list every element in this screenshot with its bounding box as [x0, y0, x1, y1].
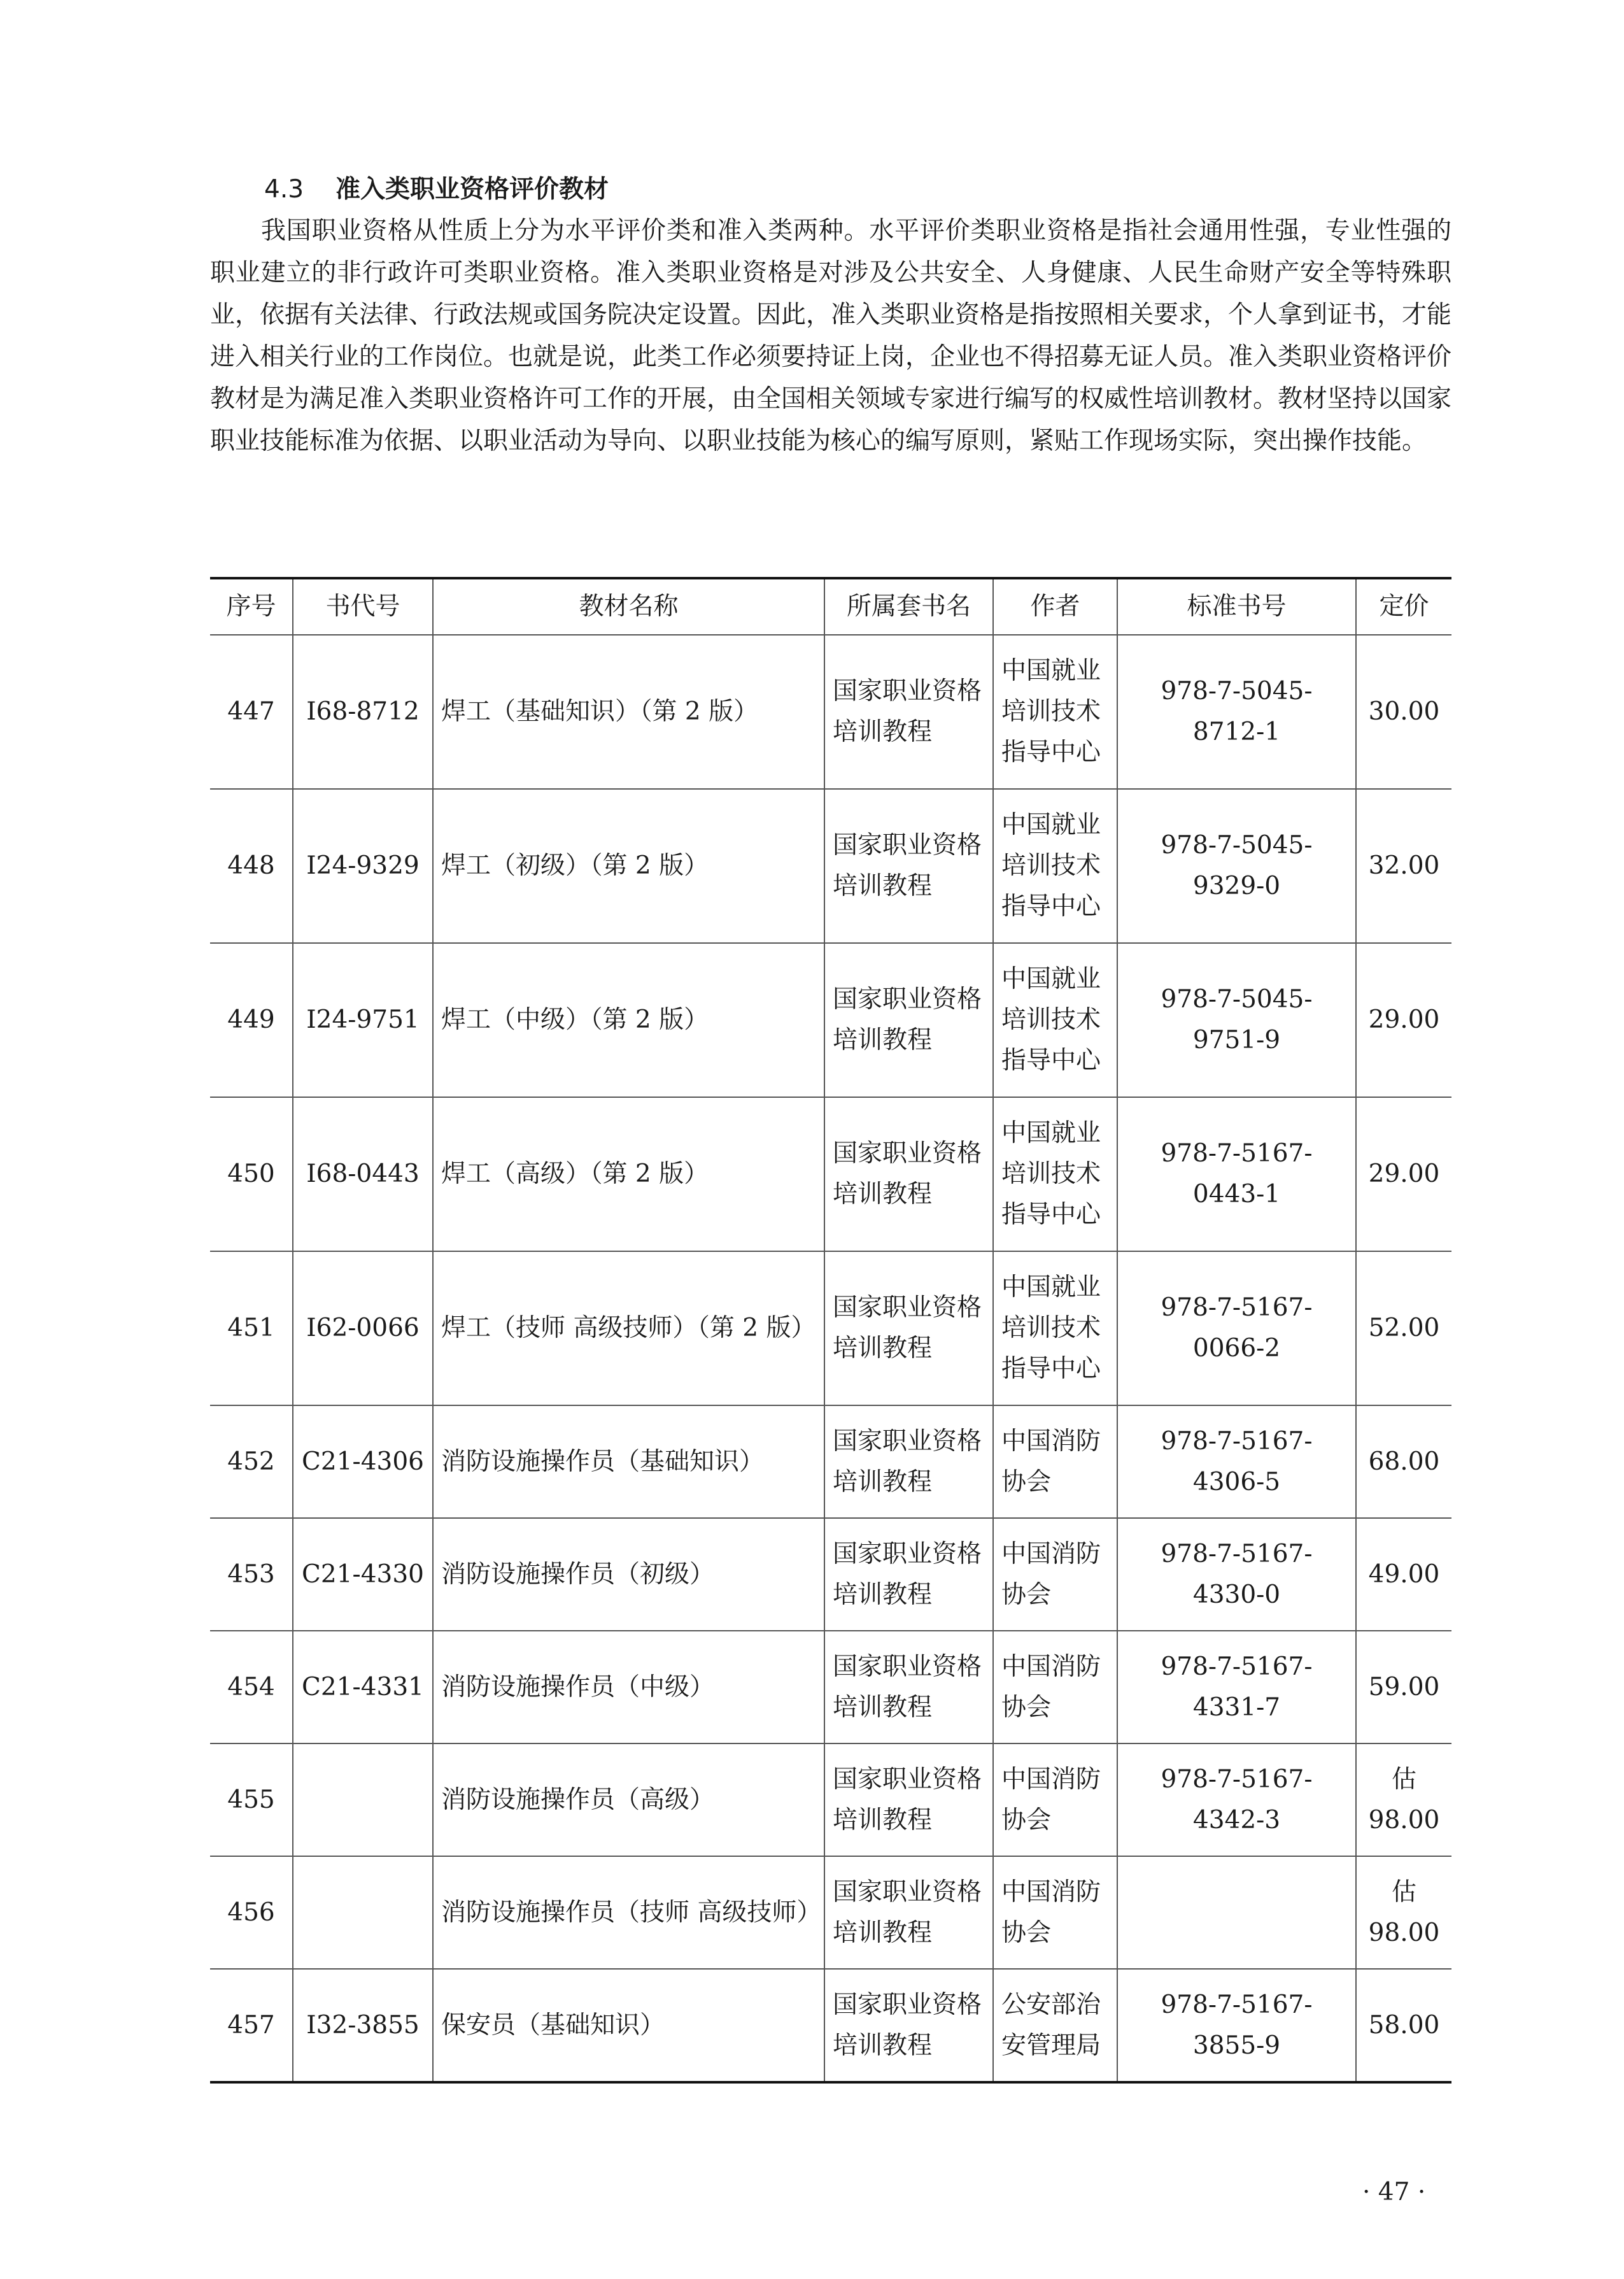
cell-isbn: 978-7-5167-4331-7 — [1117, 1631, 1356, 1743]
cell-price: 59.00 — [1356, 1631, 1451, 1743]
cell-name: 消防设施操作员（初级） — [433, 1518, 824, 1631]
table-row — [210, 1631, 1451, 1743]
table-row — [210, 789, 1451, 943]
cell-series: 国家职业资格培训教程 — [824, 1097, 993, 1251]
cell-price: 49.00 — [1356, 1518, 1451, 1631]
cell-code — [293, 1743, 433, 1856]
cell-price: 58.00 — [1356, 1969, 1451, 2082]
cell-isbn: 978-7-5167-4306-5 — [1117, 1405, 1356, 1518]
cell-name: 保安员（基础知识） — [433, 1969, 824, 2082]
textbook-table — [210, 577, 1451, 2084]
cell-name: 焊工（初级）（第 2 版） — [433, 789, 824, 943]
cell-series: 国家职业资格培训教程 — [824, 1969, 993, 2082]
cell-name: 消防设施操作员（基础知识） — [433, 1405, 824, 1518]
cell-code: I62-0066 — [293, 1251, 433, 1405]
cell-seq: 457 — [210, 1969, 293, 2082]
cell-isbn: 978-7-5167-4330-0 — [1117, 1518, 1356, 1631]
cell-author: 中国消防协会 — [993, 1405, 1117, 1518]
cell-name: 焊工（中级）（第 2 版） — [433, 943, 824, 1097]
cell-price: 估 98.00 — [1356, 1856, 1451, 1969]
cell-code: C21-4330 — [293, 1518, 433, 1631]
cell-code: I32-3855 — [293, 1969, 433, 2082]
cell-code: C21-4331 — [293, 1631, 433, 1743]
intro-text — [210, 210, 1451, 462]
cell-series: 国家职业资格培训教程 — [824, 1518, 993, 1631]
intro-paragraph: 我国职业资格从性质上分为水平评价类和准入类两种。水平评价类职业资格是指社会通用性强，专业性强的职业建立的非行政许可类职业资格。准入类职业资格是对涉及公共安全、人身健康、人民生命财产安全等特殊职业，依据有关法律、行政法规或国务院决定设置。因此，准入类职业资格是指按照相关要求，个人拿到证书，才能进入相关行业的工作岗位。也就是说，此类工作必须要持证上岗，企业也不得招募无证人员。准入类职业资格评价教材是为满足准入类职业资格许可工作的开展，由全国相关领域专家进行编写的权威性培训教材。教材坚持以国家职业技能标准为依据、以职业活动为导向、以职业技能为核心的编写原则，紧贴工作现场实际，突出操作技能。 — [210, 217, 1452, 455]
cell-seq: 452 — [210, 1405, 293, 1518]
header-code: 书代号 — [293, 578, 433, 635]
cell-author: 中国消防协会 — [993, 1631, 1117, 1743]
cell-code: I24-9751 — [293, 943, 433, 1097]
table-row — [210, 1969, 1451, 2082]
cell-seq: 449 — [210, 943, 293, 1097]
table-row — [210, 1251, 1451, 1405]
cell-isbn: 978-7-5167-0066-2 — [1117, 1251, 1356, 1405]
table-row — [210, 1743, 1451, 1856]
cell-seq: 448 — [210, 789, 293, 943]
cell-name: 消防设施操作员（高级） — [433, 1743, 824, 1856]
cell-name: 焊工（基础知识）（第 2 版） — [433, 635, 824, 789]
cell-series: 国家职业资格培训教程 — [824, 1405, 993, 1518]
cell-series: 国家职业资格培训教程 — [824, 1856, 993, 1969]
cell-price: 29.00 — [1356, 943, 1451, 1097]
cell-author: 中国就业培训技术指导中心 — [993, 1251, 1117, 1405]
table-row — [210, 1518, 1451, 1631]
cell-code: C21-4306 — [293, 1405, 433, 1518]
page-number: · 47 · — [1362, 2178, 1426, 2206]
cell-series: 国家职业资格培训教程 — [824, 1631, 993, 1743]
cell-author: 中国消防协会 — [993, 1856, 1117, 1969]
header-name: 教材名称 — [433, 578, 824, 635]
cell-series: 国家职业资格培训教程 — [824, 943, 993, 1097]
cell-seq: 451 — [210, 1251, 293, 1405]
cell-author: 中国消防协会 — [993, 1743, 1117, 1856]
header-seq: 序号 — [210, 578, 293, 635]
table-row — [210, 1856, 1451, 1969]
cell-seq: 456 — [210, 1856, 293, 1969]
cell-author: 公安部治安管理局 — [993, 1969, 1117, 2082]
cell-author: 中国就业培训技术指导中心 — [993, 943, 1117, 1097]
cell-price: 估 98.00 — [1356, 1743, 1451, 1856]
section-heading — [264, 172, 609, 208]
cell-name: 消防设施操作员（技师 高级技师） — [433, 1856, 824, 1969]
header-author: 作者 — [993, 578, 1117, 635]
header-series: 所属套书名 — [824, 578, 993, 635]
cell-code — [293, 1856, 433, 1969]
cell-isbn: 978-7-5045-9751-9 — [1117, 943, 1356, 1097]
cell-code: I24-9329 — [293, 789, 433, 943]
cell-name: 焊工（技师 高级技师）（第 2 版） — [433, 1251, 824, 1405]
cell-series: 国家职业资格培训教程 — [824, 1743, 993, 1856]
table-header-row — [210, 578, 1451, 635]
cell-isbn: 978-7-5045-8712-1 — [1117, 635, 1356, 789]
cell-series: 国家职业资格培训教程 — [824, 789, 993, 943]
cell-series: 国家职业资格培训教程 — [824, 635, 993, 789]
cell-price: 68.00 — [1356, 1405, 1451, 1518]
cell-author: 中国就业培训技术指导中心 — [993, 1097, 1117, 1251]
table-row — [210, 635, 1451, 789]
cell-isbn: 978-7-5167-3855-9 — [1117, 1969, 1356, 2082]
section-number: 4.3 — [264, 175, 304, 204]
cell-seq: 455 — [210, 1743, 293, 1856]
table-row — [210, 943, 1451, 1097]
cell-price: 30.00 — [1356, 635, 1451, 789]
cell-series: 国家职业资格培训教程 — [824, 1251, 993, 1405]
cell-name: 消防设施操作员（中级） — [433, 1631, 824, 1743]
cell-seq: 453 — [210, 1518, 293, 1631]
cell-name: 焊工（高级）（第 2 版） — [433, 1097, 824, 1251]
table-row — [210, 1097, 1451, 1251]
cell-price: 52.00 — [1356, 1251, 1451, 1405]
cell-code: I68-0443 — [293, 1097, 433, 1251]
cell-isbn — [1117, 1856, 1356, 1969]
cell-seq: 454 — [210, 1631, 293, 1743]
cell-price: 29.00 — [1356, 1097, 1451, 1251]
cell-isbn: 978-7-5167-4342-3 — [1117, 1743, 1356, 1856]
cell-author: 中国消防协会 — [993, 1518, 1117, 1631]
cell-isbn: 978-7-5045-9329-0 — [1117, 789, 1356, 943]
cell-author: 中国就业培训技术指导中心 — [993, 635, 1117, 789]
cell-isbn: 978-7-5167-0443-1 — [1117, 1097, 1356, 1251]
cell-code: I68-8712 — [293, 635, 433, 789]
header-isbn: 标准书号 — [1117, 578, 1356, 635]
cell-seq: 447 — [210, 635, 293, 789]
header-price: 定价 — [1356, 578, 1451, 635]
cell-author: 中国就业培训技术指导中心 — [993, 789, 1117, 943]
cell-seq: 450 — [210, 1097, 293, 1251]
cell-price: 32.00 — [1356, 789, 1451, 943]
table-row — [210, 1405, 1451, 1518]
section-title: 准入类职业资格评价教材 — [335, 175, 609, 204]
